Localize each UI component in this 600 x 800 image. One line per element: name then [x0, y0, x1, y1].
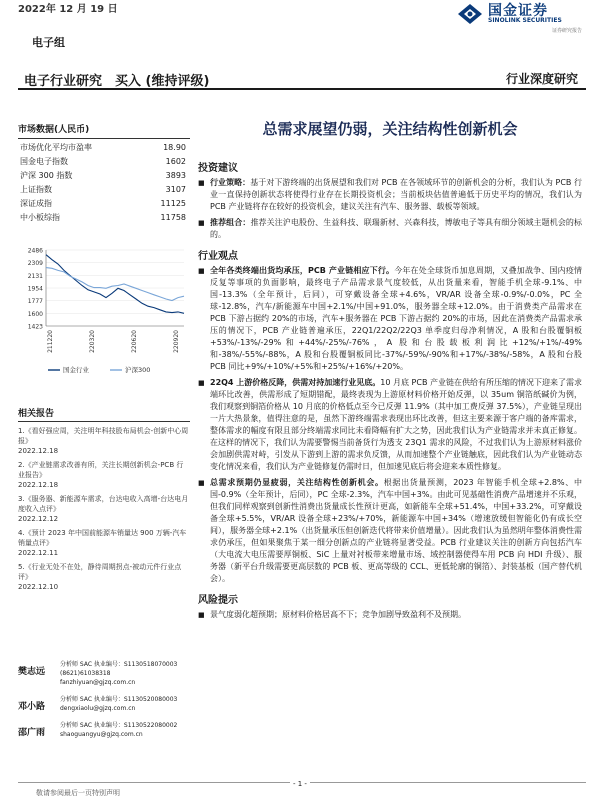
market-row: 上证指数 3107 — [20, 185, 186, 194]
analyst-cert: 分析师 SAC 执业编号：S1130518070003 — [60, 661, 178, 668]
report-title: 总需求展望仍弱，关注结构性创新机会 — [262, 120, 518, 138]
footer-note: 敬请参阅最后一页特别声明 — [36, 789, 120, 797]
analyst-card — [18, 721, 190, 739]
market-data — [18, 122, 190, 225]
series-line — [46, 255, 184, 314]
analyst-cert: 分析师 SAC 执业编号：S1130522080002 — [60, 722, 178, 729]
related-title: 相关报告 — [18, 406, 190, 422]
legend-label: 国金行业 — [63, 366, 89, 374]
analyst-email[interactable]: shaoguangyu@gjzq.com.cn — [60, 731, 143, 738]
market-row: 深证成指 11125 — [20, 199, 186, 208]
y-tick-label: 2486 — [27, 247, 43, 255]
section-heading: 风险提示 — [198, 595, 238, 606]
related-report-item[interactable]: 3.《服务器、新能源车需求，台达电收入高增-台达电月度收入点评》 2022.12.12 — [18, 495, 189, 523]
y-tick-label: 1600 — [27, 310, 43, 318]
y-tick-label: 1954 — [27, 285, 43, 293]
report-date: 2022年 12 月 19 日 — [18, 4, 118, 15]
analyst-email[interactable]: dengxiaolu@gjzq.com.cn — [60, 705, 136, 712]
rating-heading: 电子行业研究 买入 (维持评级) — [24, 74, 210, 89]
y-tick-label: 1777 — [27, 298, 43, 306]
paragraph: ■ 景气度弱化超预期；原材料价格居高不下；竞争加剧导致盈利不及预期。 — [198, 609, 582, 621]
market-data-title: 市场数据(人民币) — [18, 122, 190, 139]
x-tick-label: 211220 — [47, 330, 54, 353]
analyst-phone: (8621)61038318 — [60, 670, 111, 677]
index-chart — [18, 244, 190, 384]
analyst-email[interactable]: fanzhiyuan@gjzq.com.cn — [60, 679, 136, 686]
logo-en-text: SINOLINK SECURITIES — [488, 17, 562, 24]
analyst-name: 邵广雨 — [18, 728, 46, 738]
x-tick-label: 220320 — [89, 330, 96, 353]
chart-svg — [18, 244, 190, 384]
x-tick-label: 220620 — [131, 330, 138, 353]
logo-mark-icon — [456, 2, 484, 26]
legend-label: 沪深300 — [125, 366, 151, 374]
main-content — [198, 100, 582, 625]
sinolink-logo — [456, 0, 590, 36]
related-report-item[interactable]: 5.《行业无处不在处，静待周期拐点-被动元件行业点评》 2022.12.10 — [18, 563, 182, 591]
paragraph: ■ 全年各类终端出货均承压，PCB 产业链相应下行。今年在处全球货币加息周期，又叠加战争、国内疫情反复等事项的负面影响，最终电子产品需求景气度较低，从出货量来看，智能手机全球-9.1%、中国-13.3%（全年预计，后同），可穿戴设备全球+4.6%，VR/AR 设备全球-0.9%/-0.0%，PC 全球-12.8%，汽车/新能源车中国+2.1%/中国+91.0%，服务器全球+12.0%。由于消费类产品需求在 PCB 下游占据约 20%的市场，汽车+服务器在 PCB 下游占据约 20%的市场，因此在消费类产品需求承压的情况下，PCB 产业链普遍承压，22Q1/22Q2/22Q3 单季度归母净利情况，A 股和台股覆铜板+53%/-13%/-29%和+44%/-25%/-76%，A 股和台股载板利润比+12%/+1%/-49%和-38%/-55%/-88%，A 股和台股覆铜板同比-37%/-59%/-90%和+17%/-38%/-58%，A 股和台股 PCB 同比+9%/+10%/+5%和+25%/+16%/+20%。 — [198, 265, 582, 373]
market-row: 沪深 300 指数 3893 — [20, 171, 186, 180]
analyst-name: 邓小路 — [18, 702, 46, 712]
logo-cn-text: 国金证券 — [488, 3, 548, 19]
related-report-item[interactable]: 1.《看好强应周，关注明年科技股布局机会-创新中心周报》 2022.12.18 — [18, 427, 189, 455]
market-row: 国金电子指数 1602 — [20, 157, 186, 166]
header-bar — [18, 68, 586, 90]
section-heading: 投资建议 — [198, 163, 238, 174]
paragraph: ■ 22Q4 上游价格反降，供需对持加速行业见底。10 月底 PCB 产业链在供给有所压缩的情况下迎来了需求端环比改善，供需形成了短期错配，最终表现为上游原材料价格开始反弹，以 35um 铜箔纸碱价为例，我们观察到铜箔价格从 10 月底的价格低点至今已反弹 11.9%（其中加工费反弹 37.5%），产业链呈现出一片大热景象，值得注意的是，虽然下游终端需求表现出环比改善，但这主要来源于客户端的备库需求，整体需求的幅度有限且部分终端需求同比未看降幅有扩大之势，因此我们认为产业链需求并未真正修复。在这样的情况下，我们认为需要警惕当前备货行为透支 23Q1 需求的风险，不过我们认为上游原材料涨价会加剧供需对峙，引发从下游到上游的需求负反馈，从而加速整个产业链触底，因此我们认为产业链动态变化情况来看，我们认为产业链修复仍需时日，但加速见底后将会迎来本质性修复。 — [198, 377, 582, 473]
logo-sub-text: 证券研究报告 — [552, 28, 583, 34]
analyst-name: 樊志远 — [18, 667, 46, 677]
analyst-card — [18, 695, 190, 713]
x-tick-label: 220920 — [173, 330, 180, 353]
y-tick-label: 2309 — [27, 260, 43, 268]
analyst-cert: 分析师 SAC 执业编号：S1130520080003 — [60, 696, 178, 703]
analyst-card — [18, 660, 190, 687]
related-report-item[interactable]: 4.《预计 2023 年中国前能源车销量达 900 万辆-汽车销量点评》 2022.12.11 — [18, 529, 187, 557]
related-reports — [18, 406, 190, 596]
paragraph: ■ 推荐组合：推荐关注沪电股份、生益科技、联瑞新材、兴森科技，博敏电子等具有细分领域主题机会的标的。 — [198, 217, 582, 241]
page-number: - 1 - — [290, 780, 310, 788]
analysts — [18, 660, 190, 747]
related-report-item[interactable]: 2.《产业链需求改善有所，关注长期创新机会-PCB 行业报告》 2022.12.18 — [18, 461, 184, 489]
paragraph: ■ 行业策略：基于对下游终端的出货展望和我们对 PCB 在各领域环节的创新机会的分析，我们认为 PCB 行业一直保持创新状态将使得行业存在长期投资机会；当前板块估值普遍低于历史平均的情况，我们认为 PCB 产业链将存在较好的投资机会，建议关注有汽车、服务器、载板等领域。 — [198, 177, 582, 213]
y-tick-label: 2131 — [27, 272, 43, 280]
paragraph: ■ 总需求预期仍显疲弱，关注结构性创新机会。根据出货量预测，2023 年智能手机全球+2.8%、中国-0.9%（全年预计，后同），PC 全球-2.3%，汽车中国+3%。由此可见基础性消费产品增速并不乐观，但我们同样观察到创新性消费出货量成长性预计更高，如新能车全球+51.4%，中国+33.2%，可穿戴设备全球+5.5%，VR/AR 设备全球+23%/+70%，新能源车中国+34%（增速放缓但智能化仍有成长空间），服务器全球+2.1%（出货量承压但创新迭代将带来价值增量）。因此我们认为虽然明年整体消费性需求仍承压，但如果聚焦于某一细分创新点的产业链将显著受益。PCB 行业建议关注的创新方向包括汽车（大电流大电压需要厚铜板、SiC 上量对衬板带来增量市场、域控制器使得车用 PCB 向 HDI 升级）、服务器（新平台升级需要更高层数的 PCB 板、更高等级的 CCL、更低轮廓的铜箔）、封装基板（国产替代机会）。 — [198, 477, 582, 585]
market-row: 中小板综指 11758 — [20, 213, 186, 222]
market-row: 市场优化平均市盈率 18.90 — [20, 143, 186, 152]
y-tick-label: 1423 — [27, 323, 43, 331]
report-type: 行业深度研究 — [505, 72, 578, 86]
section-heading: 行业观点 — [198, 251, 238, 262]
section-tag: 电子组 — [32, 36, 65, 49]
